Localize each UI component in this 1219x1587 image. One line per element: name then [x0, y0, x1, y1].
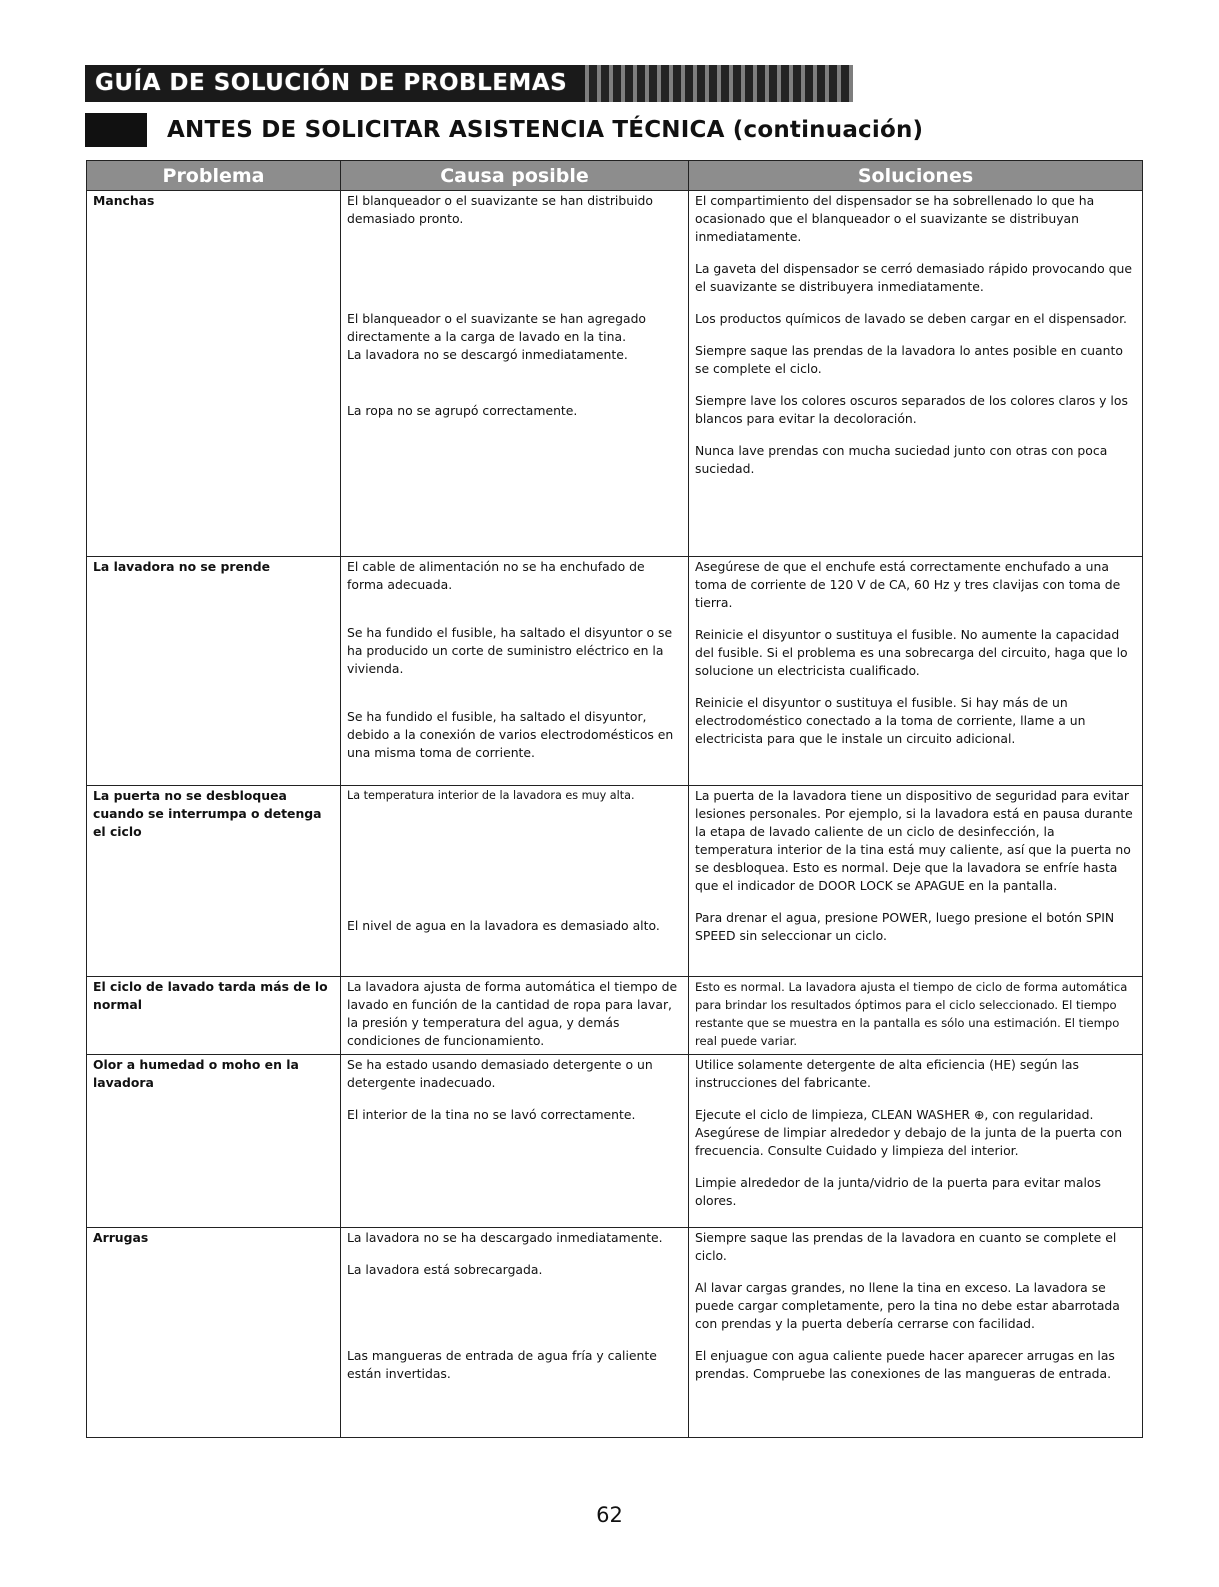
solution-text: Ejecute el ciclo de limpieza, CLEAN WASHER ⊕, con regularidad. Asegúrese de limpiar alrededor y debajo de la junta de la puerta con frecuencia. Consulte Cuidado y limpieza del interior. — [695, 1107, 1123, 1158]
table-row — [87, 557, 1143, 786]
banner-stripes — [585, 65, 853, 102]
cause-text: La lavadora no se descargó inmediatamente. — [347, 347, 628, 362]
solution-text: Para drenar el agua, presione POWER, luego presione el botón SPIN SPEED sin seleccionar un ciclo. — [695, 910, 1115, 943]
solutions-cell — [689, 1228, 1143, 1438]
cause-text: La lavadora está sobrecargada. — [347, 1262, 543, 1277]
table-row — [87, 977, 1143, 1055]
cause-text: Las mangueras de entrada de agua fría y caliente están invertidas. — [347, 1348, 657, 1381]
solution-text: Al lavar cargas grandes, no llene la tina en exceso. La lavadora se puede cargar completamente, pero la tina no debe estar abarrotada con prendas y la puerta debería cerrarse con facilidad. — [695, 1280, 1120, 1331]
solution-text: Siempre saque las prendas de la lavadora lo antes posible en cuanto se complete el ciclo. — [695, 343, 1123, 376]
solution-text: Reinicie el disyuntor o sustituya el fusible. Si hay más de un electrodoméstico conectado a la toma de corriente, llame a un electricista para que le instale un circuito adicional. — [695, 695, 1086, 746]
cause-text: El blanqueador o el suavizante se han distribuido demasiado pronto. — [347, 193, 653, 226]
solution-text: Utilice solamente detergente de alta eficiencia (HE) según las instrucciones del fabricante. — [695, 1057, 1079, 1090]
cause-text: Se ha estado usando demasiado detergente o un detergente inadecuado. — [347, 1057, 653, 1090]
cause-cell — [341, 786, 689, 977]
banner-title: GUÍA DE SOLUCIÓN DE PROBLEMAS — [95, 70, 568, 96]
problem-cell: Olor a humedad o moho en la lavadora — [87, 1055, 341, 1228]
cause-text: La lavadora no se ha descargado inmediatamente. — [347, 1230, 663, 1245]
table-row — [87, 1228, 1143, 1438]
cause-cell — [341, 1228, 689, 1438]
solutions-cell — [689, 557, 1143, 786]
cause-text: El cable de alimentación no se ha enchufado de forma adecuada. — [347, 559, 645, 592]
cause-cell — [341, 1055, 689, 1228]
table-header-row — [87, 161, 1143, 191]
problem-cell: Arrugas — [87, 1228, 341, 1438]
problem-cell: Manchas — [87, 191, 341, 557]
problem-cell: La puerta no se desbloquea cuando se interrumpa o detenga el ciclo — [87, 786, 341, 977]
solutions-cell — [689, 786, 1143, 977]
solution-text: Asegúrese de que el enchufe está correctamente enchufado a una toma de corriente de 120 V de CA, 60 Hz y tres clavijas con toma de tierra. — [695, 559, 1121, 610]
cause-text: El blanqueador o el suavizante se han agregado directamente a la carga de lavado en la tina. — [347, 311, 647, 344]
cause-cell — [341, 191, 689, 557]
cause-text: Se ha fundido el fusible, ha saltado el disyuntor o se ha producido un corte de suministro eléctrico en la vivienda. — [347, 625, 673, 676]
table-row — [87, 191, 1143, 557]
page-heading — [85, 113, 923, 147]
heading-marker-block — [85, 113, 147, 147]
cause-cell — [341, 977, 689, 1055]
column-header-cause: Causa posible — [341, 161, 689, 191]
troubleshooting-table — [86, 160, 1143, 1438]
cause-text: El interior de la tina no se lavó correctamente. — [347, 1107, 636, 1122]
table-row — [87, 786, 1143, 977]
solution-text: La gaveta del dispensador se cerró demasiado rápido provocando que el suavizante se distribuyera inmediatamente. — [695, 261, 1132, 294]
solution-text: Siempre lave los colores oscuros separados de los colores claros y los blancos para evitar la decoloración. — [695, 393, 1128, 426]
column-header-solutions: Soluciones — [689, 161, 1143, 191]
cause-text: La temperatura interior de la lavadora es muy alta. — [347, 789, 635, 802]
cause-cell — [341, 557, 689, 786]
cause-text: La ropa no se agrupó correctamente. — [347, 403, 578, 418]
page-number: 62 — [596, 1503, 623, 1527]
section-banner — [85, 65, 853, 102]
solutions-cell — [689, 977, 1143, 1055]
problem-cell: El ciclo de lavado tarda más de lo normal — [87, 977, 341, 1055]
solution-text: La puerta de la lavadora tiene un dispositivo de seguridad para evitar lesiones personales. Por ejemplo, si la lavadora está en pausa durante la etapa de lavado caliente de un ciclo de desinfección, la temperatura interior de la tina está muy caliente, así que la puerta no se desbloquea. Esto es normal. Deje que la lavadora se enfríe hasta que el indicador de DOOR LOCK se APAGUE en la pantalla. — [695, 788, 1133, 893]
cause-text: El nivel de agua en la lavadora es demasiado alto. — [347, 918, 660, 933]
column-header-problem: Problema — [87, 161, 341, 191]
solution-text: El enjuague con agua caliente puede hacer aparecer arrugas en las prendas. Compruebe las conexiones de las mangueras de entrada. — [695, 1348, 1115, 1381]
problem-cell: La lavadora no se prende — [87, 557, 341, 786]
page-title: ANTES DE SOLICITAR ASISTENCIA TÉCNICA (continuación) — [167, 117, 924, 143]
solution-text: Siempre saque las prendas de la lavadora en cuanto se complete el ciclo. — [695, 1230, 1117, 1263]
solution-text: El compartimiento del dispensador se ha sobrellenado lo que ha ocasionado que el blanqueador o el suavizante se distribuyan inmediatamente. — [695, 193, 1095, 244]
solution-text: Limpie alrededor de la junta/vidrio de la puerta para evitar malos olores. — [695, 1175, 1101, 1208]
cause-text: Se ha fundido el fusible, ha saltado el disyuntor, debido a la conexión de varios electrodomésticos en una misma toma de corriente. — [347, 709, 674, 760]
solution-text: Reinicie el disyuntor o sustituya el fusible. No aumente la capacidad del fusible. Si el problema es una sobrecarga del circuito, haga que lo solucione un electricista cualificado. — [695, 627, 1128, 678]
solutions-cell — [689, 1055, 1143, 1228]
solution-text: Esto es normal. La lavadora ajusta el tiempo de ciclo de forma automática para brindar los resultados óptimos para el ciclo seleccionado. El tiempo restante que se muestra en la pantalla es sólo una estimación. El tiempo real puede variar. — [695, 980, 1128, 1048]
solution-text: Los productos químicos de lavado se deben cargar en el dispensador. — [695, 311, 1127, 326]
solution-text: Nunca lave prendas con mucha suciedad junto con otras con poca suciedad. — [695, 443, 1108, 476]
solutions-cell — [689, 191, 1143, 557]
cause-text: La lavadora ajusta de forma automática el tiempo de lavado en función de la cantidad de ropa para lavar, la presión y temperatura del agua, y demás condiciones de funcionamiento. — [347, 979, 678, 1048]
table-row — [87, 1055, 1143, 1228]
